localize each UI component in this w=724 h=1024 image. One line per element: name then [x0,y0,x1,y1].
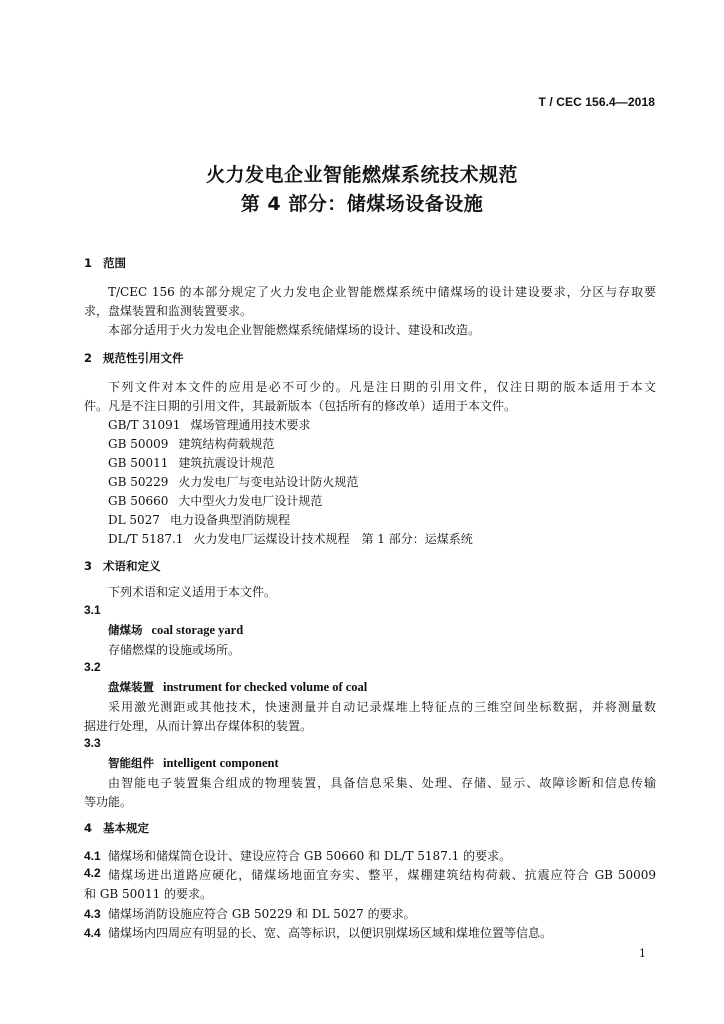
clause-text: 储煤场内四周应有明显的长、宽、高等标识，以便识别煤场区域和煤堆位置等信息。 [108,926,553,940]
reference-code: GB 50229 [108,475,169,489]
section-heading-scope [84,255,126,271]
term-definition: 据进行处理，从而计算出存煤体积的装置。 [84,719,313,733]
section-number: 3 [84,559,93,573]
clause-number: 4.2 [84,866,101,880]
reference-code: GB 50011 [108,456,169,470]
clause [84,924,552,941]
reference-item [108,454,274,471]
clause-number: 4.1 [84,849,101,863]
reference-item [108,530,473,547]
document-title: 火力发电企业智能燃煤系统技术规范 [205,164,518,186]
term-name [108,755,279,771]
term-name-zh: 智能组件 [108,756,154,770]
section-title: 规范性引用文件 [103,351,184,365]
reference-code: GB 50660 [108,494,169,508]
standard-code: T / CEC 156.4—2018 [538,95,655,109]
term-name-en: instrument for checked volume of coal [163,680,368,694]
paragraph-line: 求，盘煤装置和监测装置要求。 [84,304,253,318]
section-number: 4 [84,821,93,835]
reference-title: 火力发电厂与变电站设计防火规范 [178,475,359,489]
clause [84,905,416,922]
paragraph-line: 下列术语和定义适用于本文件。 [108,585,277,599]
paragraph-line: T/CEC 156 的本部分规定了火力发电企业智能燃煤系统中储煤场的设计建设要求，分区与存取要 [108,285,656,299]
reference-code: GB/T 31091 [108,418,181,432]
clause-text: 储煤场消防设施应符合 GB 50229 和 DL 5027 的要求。 [108,907,416,921]
term-definition: 采用激光测距或其他技术，快速测量并自动记录煤堆上特征点的三维空间坐标数据，并将测量数 [108,700,656,714]
clause-number: 4.4 [84,926,101,940]
clause-text-continued: 和 GB 50011 的要求。 [84,887,213,901]
reference-code: GB 50009 [108,437,169,451]
section-number: 2 [84,351,93,365]
clause-text: 储煤场进出道路应硬化，储煤场地面宜夯实、整平，煤棚建筑结构荷载、抗震应符合 GB 50009 [108,868,656,882]
reference-item [108,511,290,528]
paragraph-line: 本部分适用于火力发电企业智能燃煤系统储煤场的设计、建设和改造。 [108,323,481,337]
term-number: 3.3 [84,736,101,750]
clause-number: 4.3 [84,907,101,921]
term-name-en: intelligent component [163,756,279,770]
reference-title: 电力设备典型消防规程 [169,513,290,527]
term-number: 3.1 [84,603,101,617]
reference-title: 建筑抗震设计规范 [178,456,275,470]
reference-item [108,416,310,433]
document-subtitle: 第 4 部分：储煤场设备设施 [240,193,484,215]
term-definition: 由智能电子装置集合组成的物理装置，具备信息采集、处理、存储、显示、故障诊断和信息传输 [108,776,656,790]
section-number: 1 [84,256,93,270]
reference-item [108,473,358,490]
reference-title: 煤场管理通用技术要求 [190,418,311,432]
page-number: 1 [639,947,646,960]
term-number: 3.2 [84,660,101,674]
term-name-zh: 盘煤装置 [108,680,154,694]
clause [84,866,656,883]
reference-item [108,492,322,509]
term-definition: 等功能。 [84,795,133,809]
section-title: 范围 [103,256,126,270]
reference-code: DL/T 5187.1 [108,532,184,546]
clause-text: 储煤场和储煤筒仓设计、建设应符合 GB 50660 和 DL/T 5187.1 的要求。 [108,849,512,863]
section-title: 术语和定义 [103,559,161,573]
term-name-en: coal storage yard [151,623,244,637]
reference-title: 大中型火力发电厂设计规范 [178,494,323,508]
reference-title: 建筑结构荷载规范 [178,437,275,451]
paragraph-line: 下列文件对本文件的应用是必不可少的。凡是注日期的引用文件，仅注日期的版本适用于本文 [108,380,656,394]
paragraph-line: 件。凡是不注日期的引用文件，其最新版本（包括所有的修改单）适用于本文件。 [84,399,517,413]
reference-item [108,435,274,452]
term-name [108,679,367,695]
section-title: 基本规定 [103,821,149,835]
section-heading-basic [84,820,149,836]
reference-code: DL 5027 [108,513,160,527]
section-heading-terms [84,558,161,574]
reference-title: 火力发电厂运煤设计技术规程 第 1 部分：运煤系统 [193,532,473,546]
term-name [108,622,243,638]
clause [84,847,511,864]
term-name-zh: 储煤场 [108,623,143,637]
section-heading-normative [84,350,184,366]
term-definition: 存储燃煤的设施或场所。 [108,643,241,657]
